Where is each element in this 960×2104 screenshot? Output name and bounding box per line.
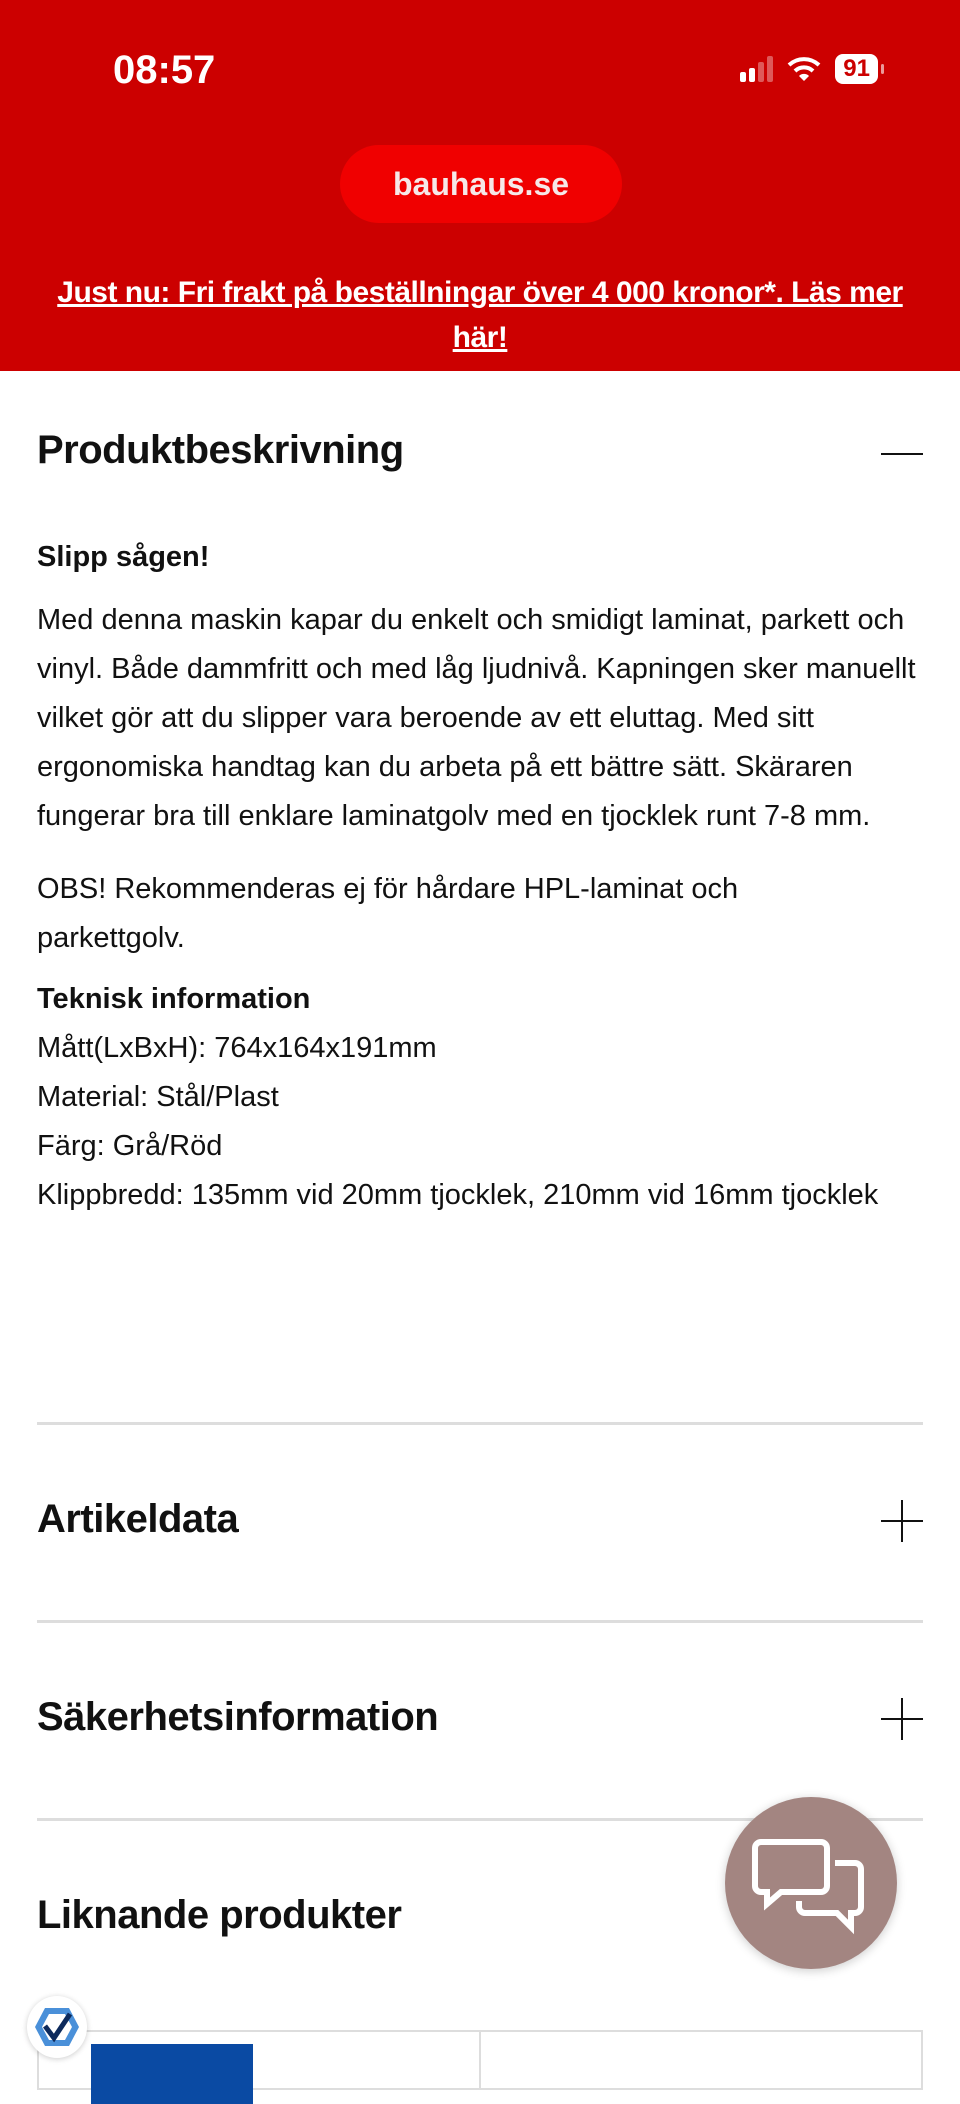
product-card[interactable] (39, 2032, 481, 2088)
divider (37, 1422, 923, 1425)
collapse-minus-icon[interactable] (881, 433, 923, 475)
section-header-safety[interactable] (37, 1695, 923, 1745)
tech-title: Teknisk information (37, 983, 311, 1015)
description-subtitle: Slipp sågen! (37, 541, 210, 573)
url-bar[interactable]: bauhaus.se (340, 145, 622, 223)
checkmark-shield-icon (27, 1996, 87, 2058)
status-icons (740, 54, 878, 84)
tech-item: Klippbredd: 135mm vid 20mm tjocklek, 210mm vid 16mm tjocklek (37, 1179, 879, 1211)
section-header-description[interactable] (37, 428, 923, 488)
section-title: Artikeldata (37, 1497, 239, 1541)
trust-badge[interactable] (27, 1996, 87, 2058)
chat-button[interactable] (725, 1797, 897, 1969)
section-title: Produktbeskrivning (37, 428, 404, 472)
wifi-icon (787, 56, 821, 82)
browser-header (0, 0, 960, 371)
similar-products-list (37, 2030, 923, 2090)
description-note: OBS! Rekommenderas ej för hårdare HPL-laminat och parkettgolv. (37, 873, 739, 954)
chat-bubbles-icon (725, 1797, 897, 1969)
battery-indicator: 91 (835, 54, 878, 84)
product-card[interactable] (481, 2032, 921, 2088)
product-image (91, 2044, 253, 2104)
divider (37, 1620, 923, 1623)
section-header-article[interactable] (37, 1497, 923, 1547)
expand-plus-icon[interactable] (881, 1500, 923, 1542)
tech-item: Mått(LxBxH): 764x164x191mm (37, 1032, 437, 1064)
status-time: 08:57 (113, 48, 216, 92)
section-title: Säkerhetsinformation (37, 1695, 439, 1739)
signal-icon (740, 56, 773, 82)
expand-plus-icon[interactable] (881, 1698, 923, 1740)
section-title: Liknande produkter (37, 1893, 402, 1937)
free-shipping-banner-link[interactable]: Just nu: Fri frakt på beställningar över 4 000 kronor*. Läs mer här! (57, 276, 903, 354)
tech-item: Färg: Grå/Röd (37, 1130, 223, 1162)
description-paragraph: Med denna maskin kapar du enkelt och smidigt laminat, parkett och vinyl. Både dammfritt och med låg ljudnivå. Kapningen sker manuellt vilket gör att du slipper vara beroende av ett eluttag. Med sitt ergonomiska handtag kan du arbeta på ett bättre sätt. Skäraren fungerar bra till enklare laminatgolv med en tjocklek runt 7-8 mm. (37, 604, 916, 832)
tech-item: Material: Stål/Plast (37, 1081, 279, 1113)
description-body (37, 533, 923, 1220)
